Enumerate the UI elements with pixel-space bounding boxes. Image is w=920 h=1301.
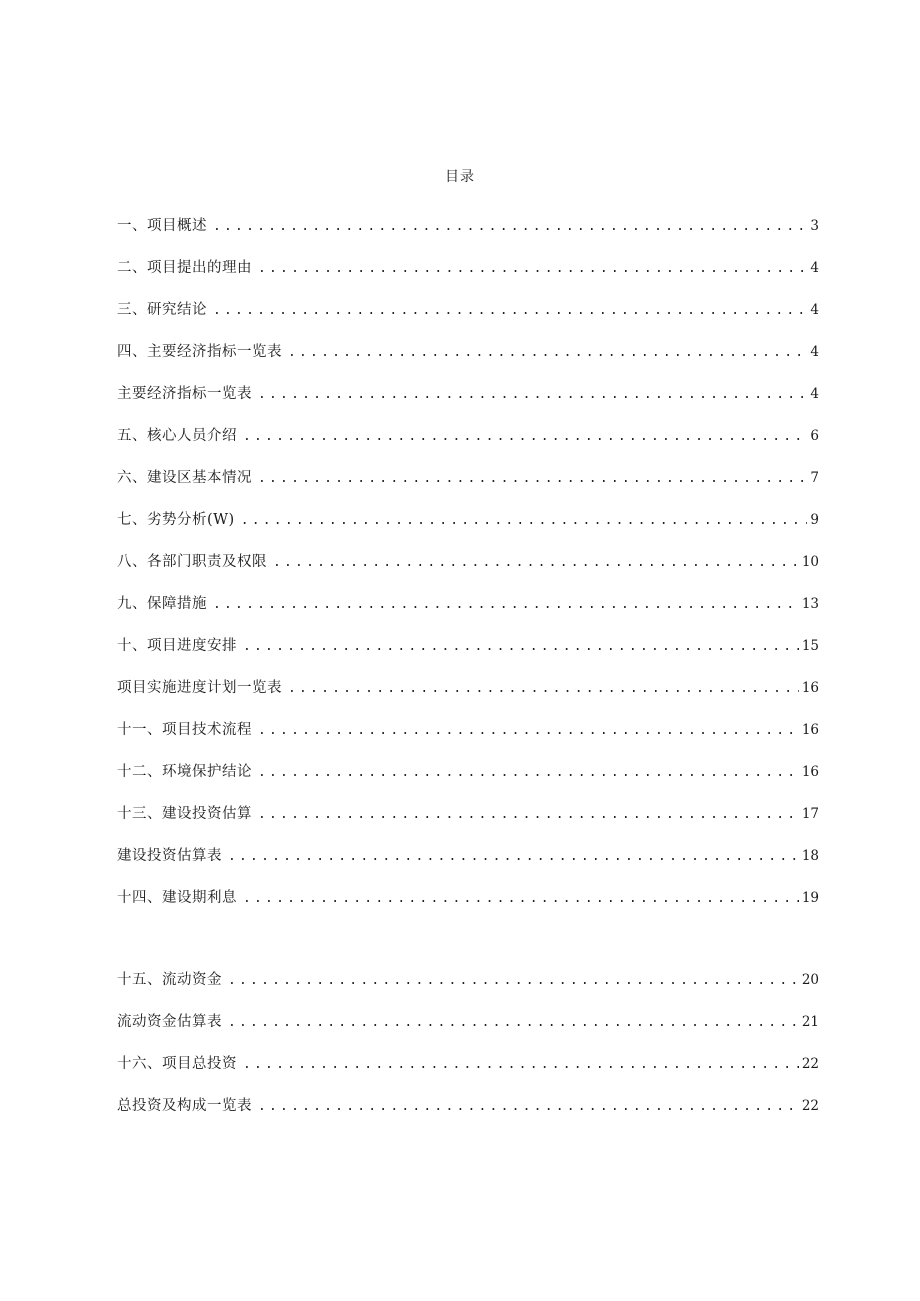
- toc-entry-label: 十三、建设投资估算: [117, 806, 252, 822]
- toc-dot-leader: [213, 595, 799, 615]
- toc-entry-page: 21: [801, 1014, 819, 1030]
- toc-entry[interactable]: [117, 426, 819, 446]
- toc-entry[interactable]: [117, 636, 819, 656]
- toc-dot-leader: [243, 889, 799, 909]
- toc-entry-page: 3: [810, 218, 819, 234]
- toc-entry-label: 项目实施进度计划一览表: [117, 680, 282, 696]
- toc-dot-leader: [241, 511, 808, 531]
- toc-dot-leader: [258, 1097, 799, 1117]
- toc-dot-leader: [288, 343, 807, 363]
- toc-entry-label: 十五、流动资金: [117, 972, 222, 988]
- toc-entry-page: 20: [801, 972, 819, 988]
- toc-entry[interactable]: [117, 970, 819, 990]
- toc-entry-page: 4: [810, 302, 819, 318]
- toc-entry-label: 二、项目提出的理由: [117, 260, 252, 276]
- toc-entry-page: 10: [801, 554, 819, 570]
- toc-dot-leader: [228, 971, 799, 991]
- toc-entry-label: 十、项目进度安排: [117, 638, 237, 654]
- toc-entry-label: 五、核心人员介绍: [117, 428, 237, 444]
- toc-dot-leader: [258, 763, 799, 783]
- toc-entry[interactable]: [117, 216, 819, 236]
- toc-dot-leader: [228, 1013, 799, 1033]
- toc-dot-leader: [258, 469, 807, 489]
- toc-entry[interactable]: [117, 342, 819, 362]
- toc-entry[interactable]: [117, 258, 819, 278]
- toc-title: 目录: [445, 169, 475, 185]
- toc-entry-label: 七、劣势分析(W): [117, 512, 235, 528]
- toc-entry[interactable]: [117, 846, 819, 866]
- toc-entry-page: 18: [801, 848, 819, 864]
- toc-dot-leader: [213, 301, 807, 321]
- toc-entry-label: 流动资金估算表: [117, 1014, 222, 1030]
- toc-entry-page: 22: [801, 1056, 819, 1072]
- toc-dot-leader: [213, 217, 807, 237]
- toc-dot-leader: [243, 637, 799, 657]
- toc-entry-page: 15: [801, 638, 819, 654]
- toc-entry-page: 16: [801, 722, 819, 738]
- toc-entry-page: 4: [810, 260, 819, 276]
- toc-entry[interactable]: [117, 468, 819, 488]
- toc-entry-label: 十二、环境保护结论: [117, 764, 252, 780]
- toc-entry[interactable]: [117, 762, 819, 782]
- toc-entry-label: 三、研究结论: [117, 302, 207, 318]
- toc-entry-label: 八、各部门职责及权限: [117, 554, 267, 570]
- toc-entry[interactable]: [117, 804, 819, 824]
- toc-dot-leader: [273, 553, 799, 573]
- toc-entry-page: 9: [810, 512, 819, 528]
- toc-dot-leader: [258, 721, 799, 741]
- toc-entry-label: 建设投资估算表: [117, 848, 222, 864]
- toc-entry-page: 7: [810, 470, 819, 486]
- toc-entry-page: 19: [801, 890, 819, 906]
- toc-entry[interactable]: [117, 888, 819, 908]
- toc-entry-page: 13: [801, 596, 819, 612]
- toc-entry-page: 16: [801, 680, 819, 696]
- toc-entry-label: 十四、建设期利息: [117, 890, 237, 906]
- toc-entry-page: 6: [810, 428, 819, 444]
- toc-entry[interactable]: [117, 720, 819, 740]
- toc-dot-leader: [243, 1055, 799, 1075]
- toc-entry-page: 16: [801, 764, 819, 780]
- toc-dot-leader: [258, 385, 807, 405]
- toc-dot-leader: [258, 805, 799, 825]
- toc-entry[interactable]: [117, 678, 819, 698]
- toc-entry-label: 十六、项目总投资: [117, 1056, 237, 1072]
- toc-entry-label: 六、建设区基本情况: [117, 470, 252, 486]
- toc-entry-label: 九、保障措施: [117, 596, 207, 612]
- toc-entry[interactable]: [117, 552, 819, 572]
- toc-entry-label: 四、主要经济指标一览表: [117, 344, 282, 360]
- toc-entry[interactable]: [117, 300, 819, 320]
- toc-entry-page: 17: [801, 806, 819, 822]
- toc-entry[interactable]: [117, 1096, 819, 1116]
- toc-dot-leader: [288, 679, 799, 699]
- toc-entry-label: 总投资及构成一览表: [117, 1098, 252, 1114]
- toc-entry-label: 十一、项目技术流程: [117, 722, 252, 738]
- toc-entry-page: 22: [801, 1098, 819, 1114]
- toc-entry-page: 4: [810, 344, 819, 360]
- toc-entry[interactable]: [117, 510, 819, 530]
- toc-dot-leader: [258, 259, 807, 279]
- toc-dot-leader: [228, 847, 799, 867]
- toc-entry[interactable]: [117, 1054, 819, 1074]
- toc-entry[interactable]: [117, 594, 819, 614]
- toc-entry[interactable]: [117, 1012, 819, 1032]
- toc-entry-label: 一、项目概述: [117, 218, 207, 234]
- toc-entry[interactable]: [117, 384, 819, 404]
- toc-entry-page: 4: [810, 386, 819, 402]
- toc-dot-leader: [243, 427, 807, 447]
- toc-entry-label: 主要经济指标一览表: [117, 386, 252, 402]
